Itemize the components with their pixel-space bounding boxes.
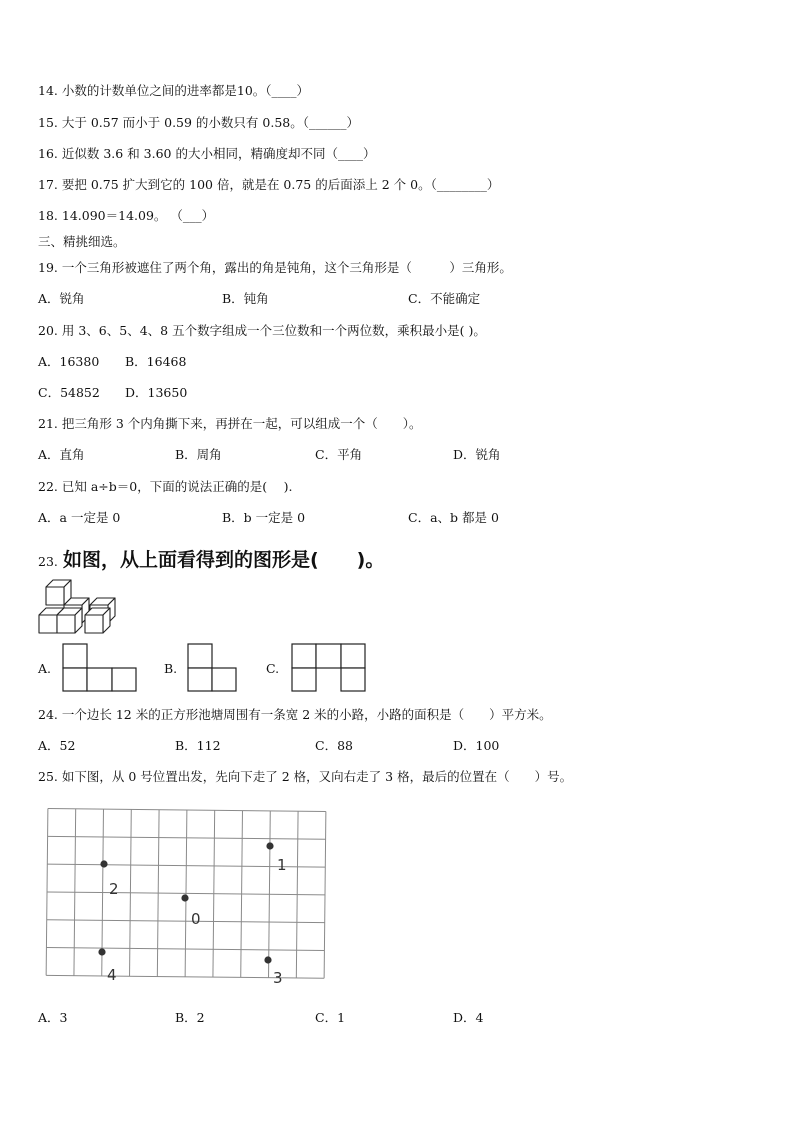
point-label-2: 2 <box>109 880 119 898</box>
option-d: D．锐角 <box>453 447 501 462</box>
question-number: 19. <box>38 260 58 275</box>
option-b: B．b 一定是 0 <box>222 510 306 525</box>
question-number: 21. <box>38 416 58 431</box>
question-20 <box>38 323 486 339</box>
option-b-label: B. <box>164 661 178 676</box>
question-number: 18. <box>38 208 58 223</box>
point-0 <box>181 894 188 901</box>
question-19 <box>38 260 512 276</box>
question-text: 用 3、6、5、4、8 五个数字组成一个三位数和一个两位数，乘积最小是( )。 <box>61 323 486 338</box>
point-label-3: 3 <box>273 969 283 987</box>
question-23 <box>38 545 384 572</box>
option-a: A．16380 <box>38 354 100 369</box>
point-3 <box>264 956 271 963</box>
question-text: 近似数 3.6 和 3.60 的大小相同，精确度却不同（____） <box>61 146 376 161</box>
question-number: 22. <box>38 479 58 494</box>
question-21 <box>38 416 422 432</box>
point-label-4: 4 <box>107 966 117 984</box>
question-text: 已知 a÷b＝0，下面的说法正确的是( ). <box>61 479 293 494</box>
option-c: C．平角 <box>315 447 363 462</box>
question-number: 16. <box>38 146 58 161</box>
question-text: 一个边长 12 米的正方形池塘周围有一条宽 2 米的小路，小路的面积是（ ）平方米。 <box>61 707 552 722</box>
question-number: 20. <box>38 323 58 338</box>
point-2 <box>100 860 107 867</box>
question-14 <box>38 83 309 99</box>
option-c: C．54852 <box>38 385 100 400</box>
question-text: 一个三角形被遮住了两个角，露出的角是钝角，这个三角形是（ ）三角形。 <box>61 260 512 275</box>
option-a: A．52 <box>38 738 76 753</box>
option-b-figure <box>187 643 239 693</box>
option-a: A．直角 <box>38 447 85 462</box>
option-b: B．周角 <box>175 447 222 462</box>
question-text: 如图，从上面看得到的图形是( )。 <box>62 549 385 571</box>
option-c: C．1 <box>315 1010 346 1025</box>
option-a: A．3 <box>38 1010 68 1025</box>
option-b: B．2 <box>175 1010 205 1025</box>
option-a: A．锐角 <box>38 291 85 306</box>
question-number: 23. <box>38 554 58 569</box>
option-c-label: C. <box>266 661 280 676</box>
point-label-0: 0 <box>191 910 201 928</box>
option-d: D．100 <box>453 738 500 753</box>
question-number: 24. <box>38 707 58 722</box>
question-text: 如下图，从 0 号位置出发，先向下走了 2 格，又向右走了 3 格，最后的位置在（ ）号。 <box>61 769 573 784</box>
question-text: 小数的计数单位之间的进率都是10。（____） <box>61 83 310 98</box>
question-17 <box>38 177 499 193</box>
option-a: A．a 一定是 0 <box>38 510 121 525</box>
option-c-figure <box>291 643 367 693</box>
question-text: 要把 0.75 扩大到它的 100 倍，就是在 0.75 的后面添上 2 个 0。（________） <box>61 177 500 192</box>
option-c: C．88 <box>315 738 353 753</box>
option-a-figure <box>62 643 138 693</box>
question-16 <box>38 146 375 162</box>
option-d: D．13650 <box>125 385 188 400</box>
question-15 <box>38 115 359 131</box>
question-number: 17. <box>38 177 58 192</box>
question-text: 14.090＝14.09。 （___） <box>61 208 215 223</box>
question-number: 14. <box>38 83 58 98</box>
section-heading: 三、精挑细选。 <box>38 234 126 249</box>
option-b: B．钝角 <box>222 291 269 306</box>
option-b: B．112 <box>175 738 221 753</box>
option-b: B．16468 <box>125 354 187 369</box>
question-number: 15. <box>38 115 58 130</box>
option-c: C．a、b 都是 0 <box>408 510 499 525</box>
cubes-figure <box>38 578 128 638</box>
question-text: 大于 0.57 而小于 0.59 的小数只有 0.58。（______） <box>61 115 359 130</box>
position-grid <box>42 806 332 986</box>
point-label-1: 1 <box>277 856 287 874</box>
option-d: D．4 <box>453 1010 484 1025</box>
point-4 <box>98 948 105 955</box>
question-text: 把三角形 3 个内角撕下来，再拼在一起，可以组成一个（ ）。 <box>61 416 422 431</box>
option-c: C．不能确定 <box>408 291 481 306</box>
question-22 <box>38 479 292 495</box>
question-24 <box>38 707 552 723</box>
option-a-label: A. <box>38 661 52 676</box>
question-25 <box>38 769 572 785</box>
point-1 <box>266 842 273 849</box>
question-number: 25. <box>38 769 58 784</box>
question-18 <box>38 208 214 224</box>
